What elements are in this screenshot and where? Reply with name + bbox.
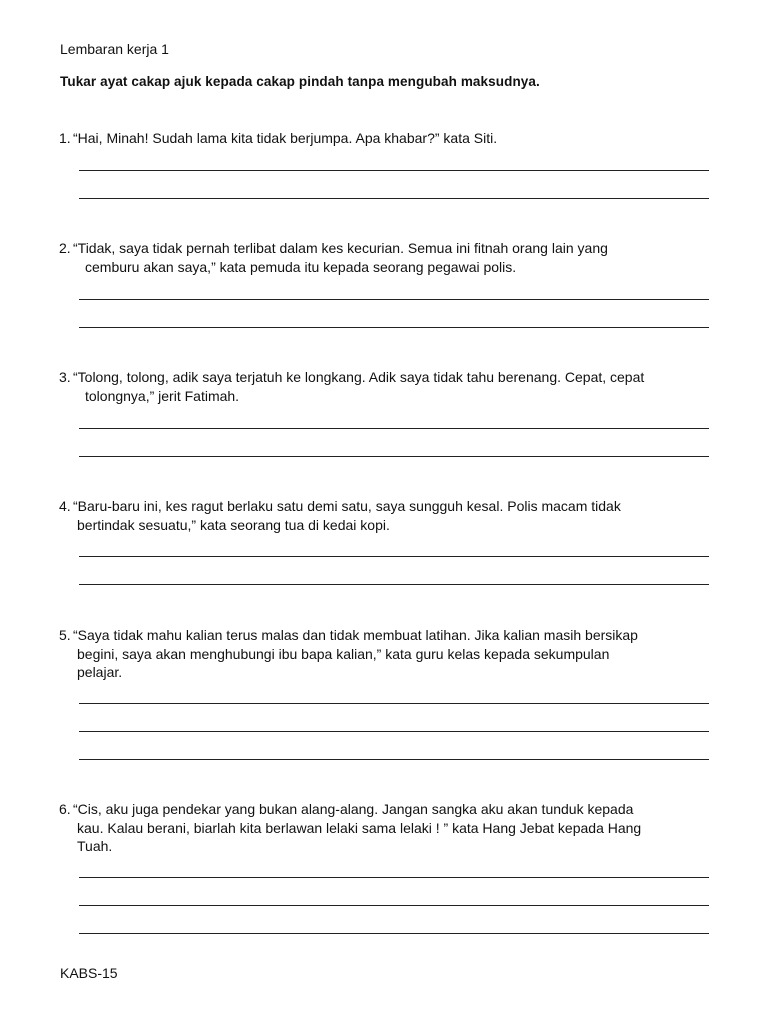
question-text-line: “Tolong, tolong, adik saya terjatuh ke longkang. Adik saya tidak tahu berenang. Cepat, cepat xyxy=(73,369,645,385)
answer-line[interactable] xyxy=(79,170,709,171)
question-number: 1. xyxy=(59,130,71,146)
question-text-line: tolongnya,” jerit Fatimah. xyxy=(85,387,240,404)
answer-line[interactable] xyxy=(79,198,709,199)
question-4 xyxy=(59,497,724,534)
answer-line[interactable] xyxy=(79,556,709,557)
question-2 xyxy=(59,239,724,276)
question-1 xyxy=(59,129,724,148)
answer-line[interactable] xyxy=(79,731,709,732)
answer-line[interactable] xyxy=(79,703,709,704)
question-3 xyxy=(59,368,724,405)
question-text-line: “Saya tidak mahu kalian terus malas dan tidak membuat latihan. Jika kalian masih bersikap xyxy=(73,627,638,643)
answer-line[interactable] xyxy=(79,428,709,429)
answer-line[interactable] xyxy=(79,299,709,300)
answer-line[interactable] xyxy=(79,327,709,328)
question-number: 2. xyxy=(59,240,71,256)
answer-line[interactable] xyxy=(79,759,709,760)
question-number: 4. xyxy=(59,498,71,514)
question-text-line: “Tidak, saya tidak pernah terlibat dalam kes kecurian. Semua ini fitnah orang lain yang xyxy=(73,240,608,256)
question-text-line: pelajar. xyxy=(77,664,123,680)
question-number: 3. xyxy=(59,369,71,385)
question-text-line: Tuah. xyxy=(77,838,113,854)
worksheet-title: Lembaran kerja 1 xyxy=(60,41,169,57)
answer-line[interactable] xyxy=(79,456,709,457)
answer-line[interactable] xyxy=(79,877,709,878)
question-text-line: “Baru-baru ini, kes ragut berlaku satu demi satu, saya sungguh kesal. Polis macam tidak xyxy=(73,498,621,514)
answer-line[interactable] xyxy=(79,933,709,934)
answer-line[interactable] xyxy=(79,905,709,906)
question-number: 5. xyxy=(59,627,71,643)
instruction-text: Tukar ayat cakap ajuk kepada cakap pindah tanpa mengubah maksudnya. xyxy=(60,74,540,89)
question-text-line: bertindak sesuatu,” kata seorang tua di kedai kopi. xyxy=(77,516,390,533)
question-5 xyxy=(59,626,724,682)
question-text-line: “Hai, Minah! Sudah lama kita tidak berjumpa. Apa khabar?” kata Siti. xyxy=(73,130,498,146)
question-text-line: begini, saya akan menghubungi ibu bapa kalian,” kata guru kelas kepada sekumpulan xyxy=(77,645,610,662)
question-text-line: cemburu akan saya,” kata pemuda itu kepada seorang pegawai polis. xyxy=(85,258,517,275)
question-number: 6. xyxy=(59,801,71,817)
question-text-line: kau. Kalau berani, biarlah kita berlawan lelaki sama lelaki ! ” kata Hang Jebat kepada Hang xyxy=(77,819,642,836)
question-6 xyxy=(59,800,724,856)
question-text-line: “Cis, aku juga pendekar yang bukan alang-alang. Jangan sangka aku akan tunduk kepada xyxy=(73,801,634,817)
answer-line[interactable] xyxy=(79,584,709,585)
footer-code: KABS-15 xyxy=(60,965,118,981)
